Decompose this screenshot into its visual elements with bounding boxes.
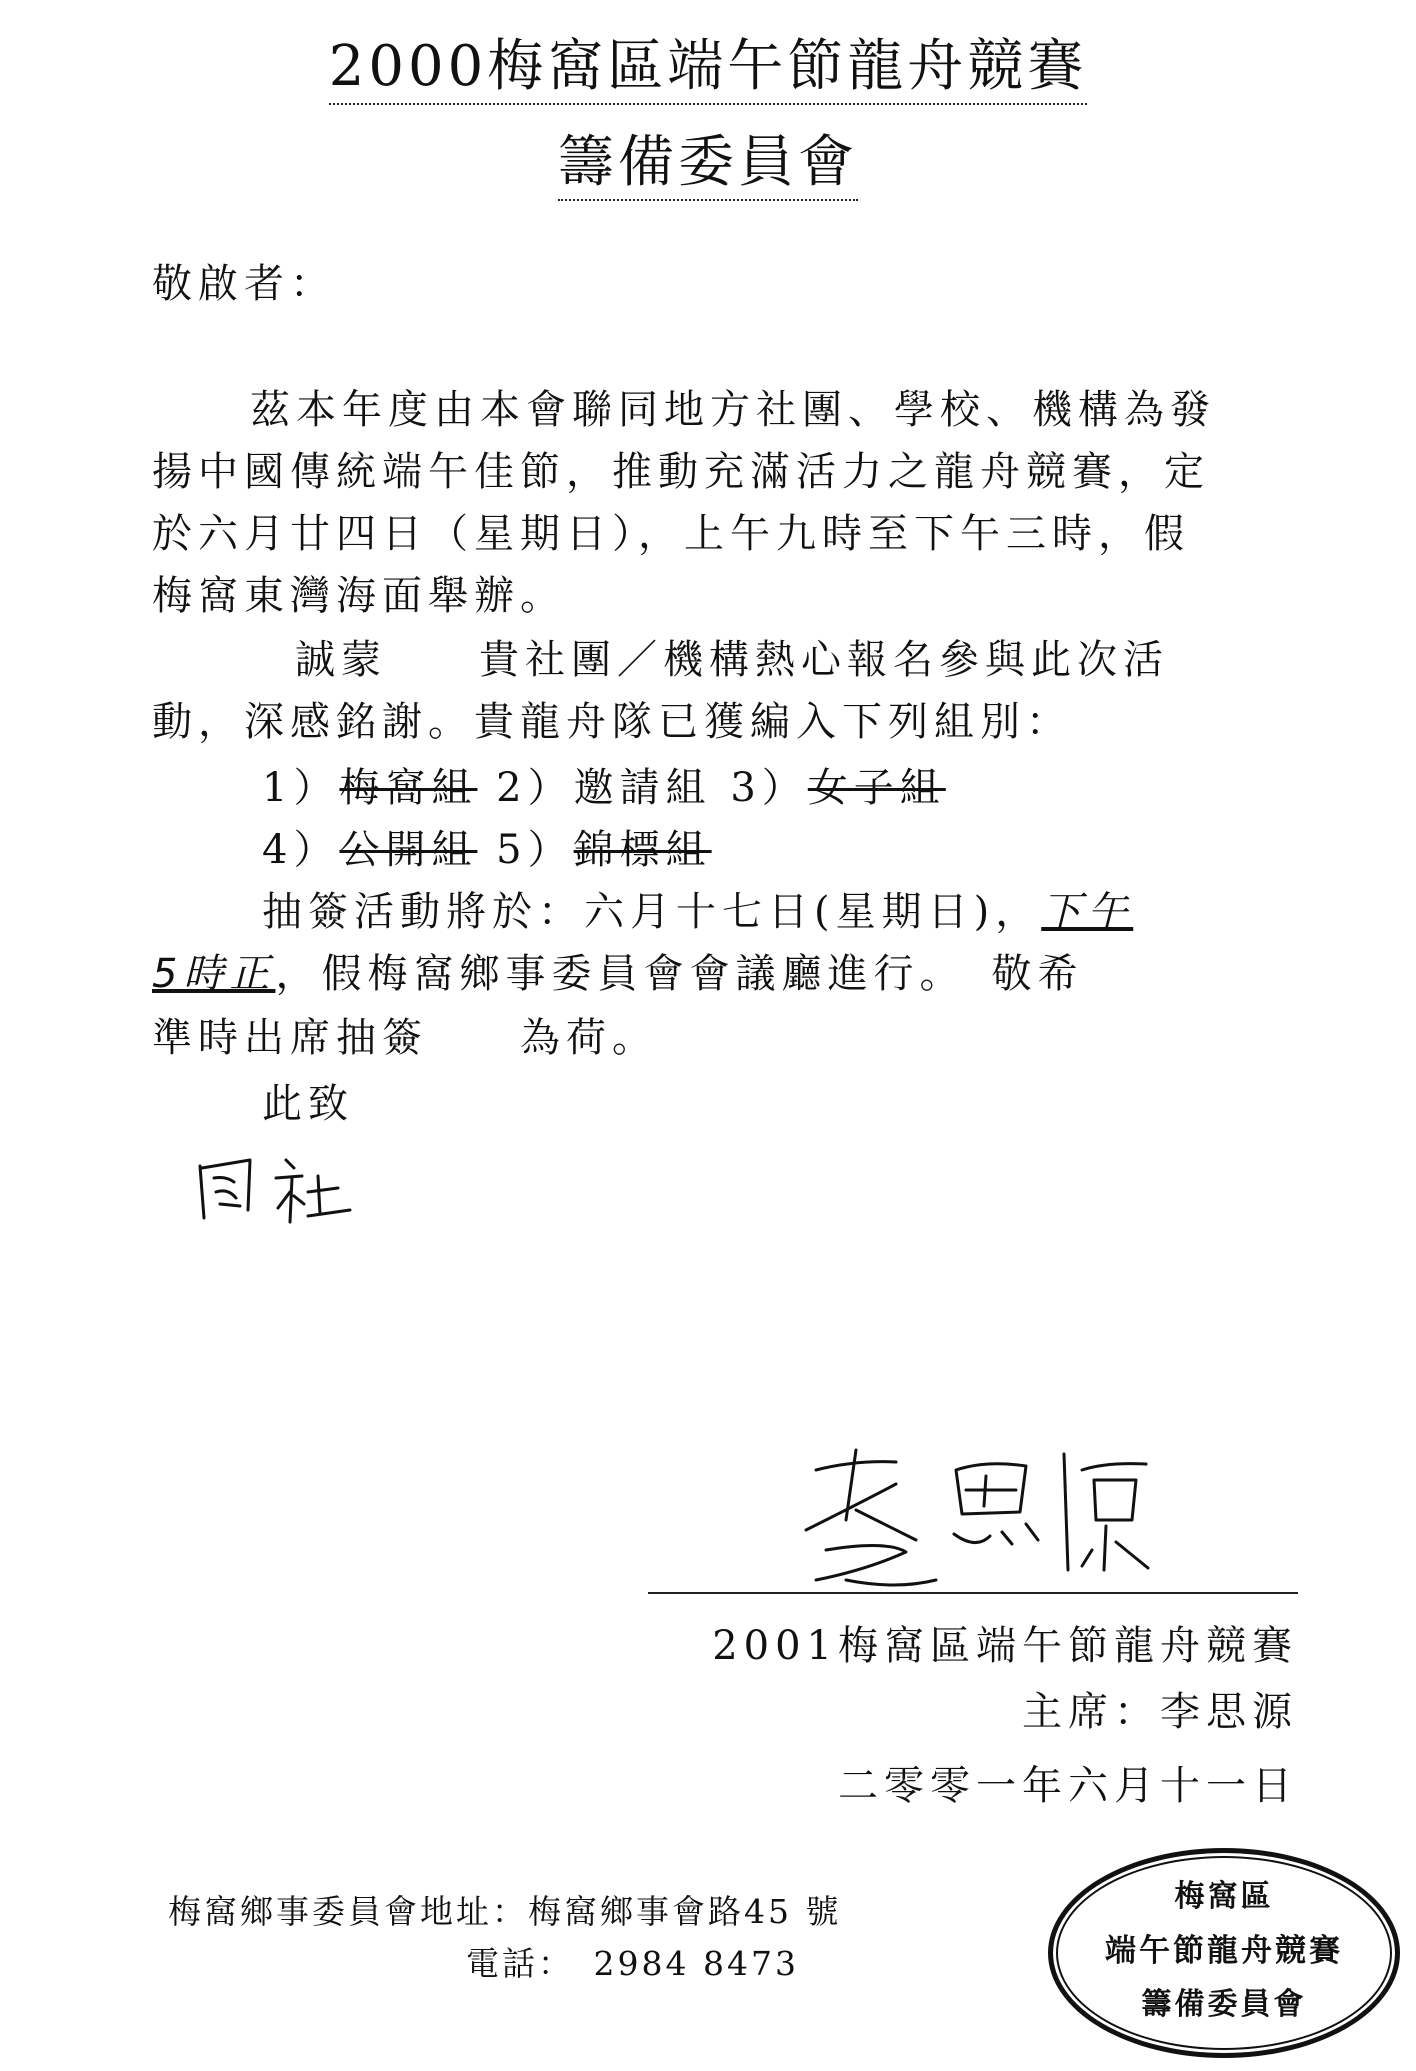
- closing: 此致: [262, 1081, 354, 1127]
- para2-line-1: 誠蒙 貴社團／機構熱心報名參與此次活: [295, 637, 1169, 683]
- draw-handwritten-time-b: 5時正: [152, 951, 276, 997]
- para1-line-2: 揚中國傳統端午佳節，推動充滿活力之龍舟競賽，定: [152, 449, 1210, 495]
- group-4-number: 4）: [262, 827, 340, 873]
- draw-line-3: 準時出席抽簽 為荷。: [152, 1015, 658, 1061]
- group-2-name: 邀請組: [573, 765, 712, 811]
- seal-line-2: 端午節龍舟競賽: [1105, 1933, 1343, 1969]
- footer-phone: 電話： 2984 8473: [466, 1944, 799, 1983]
- committee-seal: [1048, 1848, 1400, 2058]
- salutation: 敬啟者：: [152, 261, 336, 307]
- para2-line-2: 動，深感銘謝。貴龍舟隊已獲編入下列組別：: [152, 699, 1072, 745]
- signature-line: [648, 1592, 1298, 1594]
- group-row-1: [262, 756, 946, 813]
- group-row-2: [262, 818, 712, 875]
- letter-date: 二零零一年六月十一日: [838, 1763, 1298, 1809]
- document-subtitle: [0, 118, 1416, 198]
- seal-line-3: 籌備委員會: [1141, 1987, 1307, 2022]
- group-1-name-struck: 梅窩組: [339, 765, 478, 811]
- footer-address: 梅窩鄉事委員會地址：梅窩鄉事會路45 號: [168, 1892, 842, 1931]
- draw-text-a: 抽簽活動將於：六月十七日(星期日)，: [262, 889, 1042, 935]
- draw-line-1: [262, 880, 1133, 937]
- para1-line-4: 梅窩東灣海面舉辦。: [152, 573, 566, 619]
- signature-chair: 主席：李思源: [1022, 1689, 1298, 1735]
- handwritten-recipient-signature: [190, 1148, 390, 1228]
- document-title: [0, 22, 1416, 102]
- chairman-signature: [776, 1440, 1176, 1590]
- para1-line-3: 於六月廿四日（星期日），上午九時至下午三時，假: [152, 511, 1190, 557]
- para1-line-1: 茲本年度由本會聯同地方社團、學校、機構為發: [250, 387, 1216, 433]
- signature-org: 2001梅窩區端午節龍舟競賽: [712, 1623, 1298, 1669]
- seal-line-1: 梅窩區: [1174, 1879, 1274, 1914]
- draw-line-2: [152, 942, 1083, 999]
- group-4-name-struck: 公開組: [339, 827, 478, 873]
- group-3-name-struck: 女子組: [807, 765, 946, 811]
- group-5-number: 5）: [496, 827, 574, 873]
- group-1-number: 1）: [262, 765, 340, 811]
- title-line-1: 2000梅窩區端午節龍舟競賽: [329, 34, 1088, 105]
- group-2-number: 2）: [496, 765, 574, 811]
- group-5-name-struck: 錦標組: [573, 827, 712, 873]
- title-line-2: 籌備委員會: [558, 130, 858, 201]
- draw-handwritten-time-a: 下午: [1041, 889, 1134, 935]
- group-3-number: 3）: [730, 765, 808, 811]
- draw-text-b: ，假梅窩鄉事委員會會議廳進行。 敬希: [275, 951, 1084, 997]
